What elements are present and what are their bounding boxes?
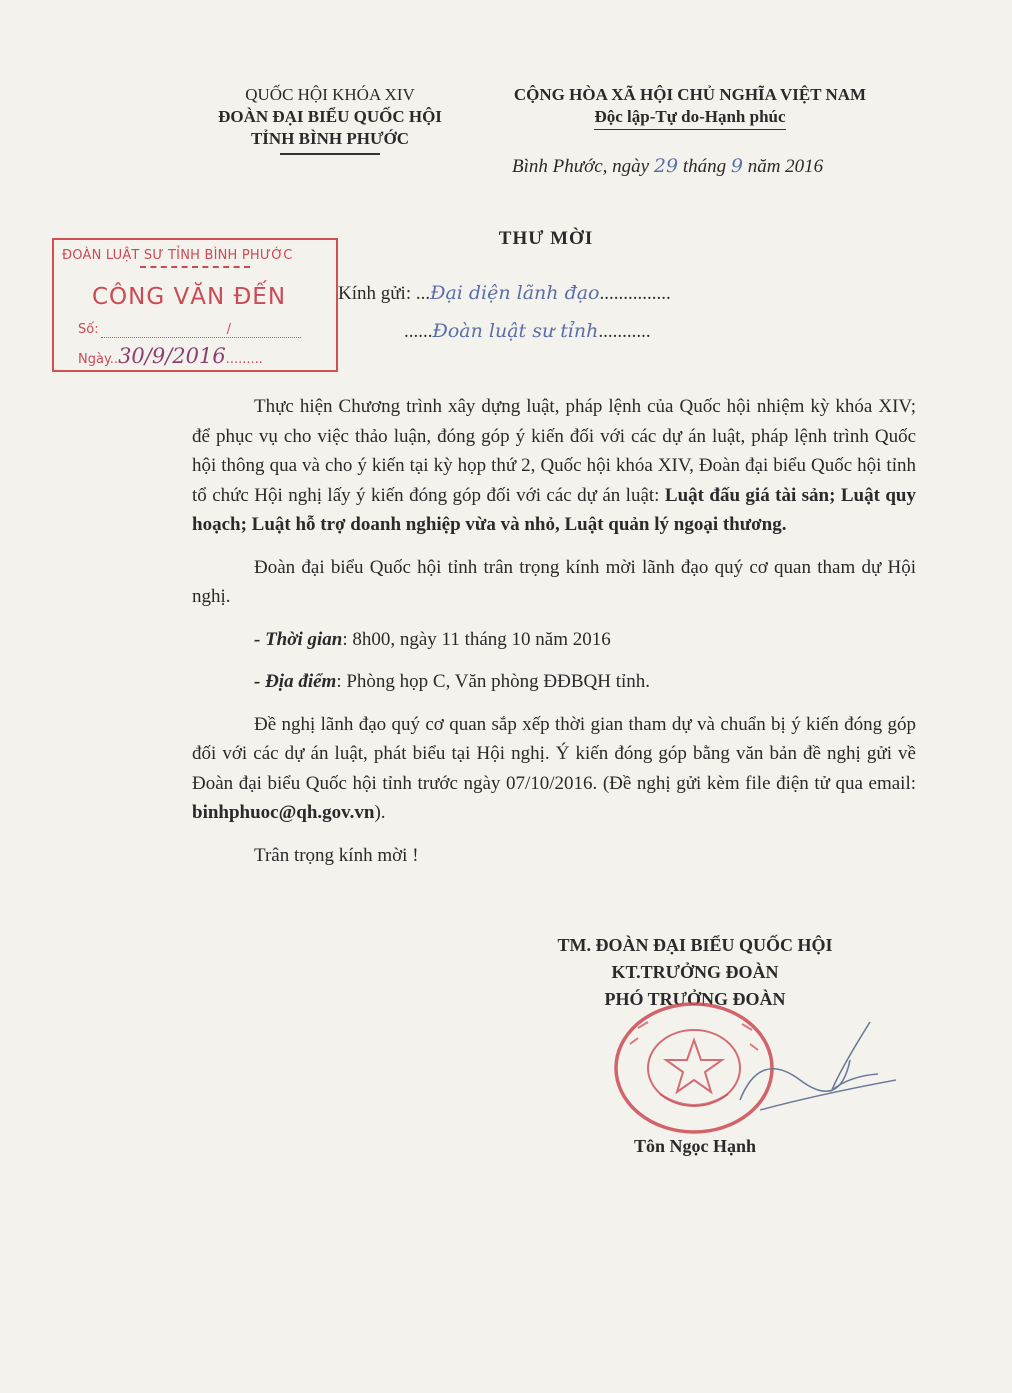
recipient-line-1: Kính gửi: ...Đại diện lãnh đạo...............	[338, 282, 671, 304]
dateline	[512, 155, 823, 178]
stamp-number-row	[78, 322, 301, 338]
recipient-name-2: Đoàn luật sư tỉnh	[432, 320, 599, 342]
time-label: - Thời gian	[254, 628, 343, 650]
issuer-line-2: ĐOÀN ĐẠI BIỂU QUỐC HỘI	[218, 107, 442, 127]
stamp-number-label: Số:	[78, 322, 99, 337]
stamp-org: ĐOÀN LUẬT SƯ TỈNH BÌNH PHƯỚC	[62, 248, 293, 263]
sign-line-1: TM. ĐOÀN ĐẠI BIỂU QUỐC HỘI	[557, 935, 833, 955]
law-list: Luật đấu giá tài sản; Luật quy hoạch; Luật hỗ trợ doanh nghiệp vừa và nhỏ, Luật quản lý ngoại thương.	[192, 484, 916, 535]
recipient-line-2: ......Đoàn luật sư tỉnh...........	[404, 320, 651, 342]
signer-name: Tôn Ngọc Hạnh	[633, 1136, 757, 1156]
issuer-line-3: TỈNH BÌNH PHƯỚC	[250, 129, 410, 149]
letter-body	[192, 392, 916, 883]
dateline-day: 29	[653, 155, 679, 177]
time-value: : 8h00, ngày 11 tháng 10 năm 2016	[342, 628, 611, 650]
paragraph-5	[192, 710, 916, 828]
stamp-date-row: Ngày..30/9/2016.........	[78, 344, 263, 368]
received-stamp	[52, 238, 338, 372]
dateline-month-label: tháng	[682, 156, 727, 177]
paragraph-2: Đoàn đại biểu Quốc hội tỉnh trân trọng kính mời lãnh đạo quý cơ quan tham dự Hội nghị.	[192, 556, 916, 607]
national-motto: Độc lập-Tự do-Hạnh phúc	[594, 106, 785, 130]
stamp-date-label: Ngày	[78, 352, 110, 367]
contact-email: binhphuoc@qh.gov.vn	[192, 802, 375, 823]
issuer-line-1: QUỐC HỘI KHÓA XIV	[245, 85, 415, 104]
issuer-underline	[280, 153, 380, 155]
sign-line-3: PHÓ TRƯỞNG ĐOÀN	[604, 989, 786, 1009]
place-item	[192, 667, 916, 697]
stamp-date-value: 30/9/2016	[118, 344, 226, 368]
recipient-label: Kính gửi:	[338, 283, 412, 304]
handwritten-signature-icon	[700, 1010, 900, 1130]
stamp-number-sep: /	[226, 322, 231, 337]
stamp-divider	[140, 266, 250, 268]
closing: Trân trọng kính mời !	[254, 844, 419, 866]
dateline-year: năm 2016	[747, 156, 824, 177]
paragraph-1	[192, 392, 916, 540]
document-title: THƯ MỜI	[498, 228, 594, 249]
recipient-name-1: Đại diện lãnh đạo	[430, 282, 600, 304]
national-title: CỘNG HÒA XÃ HỘI CHỦ NGHĨA VIỆT NAM	[513, 85, 867, 104]
place-label: - Địa điểm	[254, 671, 337, 692]
dateline-place: Bình Phước, ngày	[512, 156, 650, 177]
dateline-month: 9	[730, 155, 743, 177]
issuer-header	[160, 84, 500, 155]
place-value: : Phòng họp C, Văn phòng ĐĐBQH tỉnh.	[336, 671, 651, 692]
stamp-number-dots	[101, 322, 301, 338]
paragraph-5-text: Đề nghị lãnh đạo quý cơ quan sắp xếp thời gian tham dự và chuẩn bị ý kiến đóng góp đối với các dự án luật, phát biểu tại Hội nghị. Ý kiến đóng góp bằng văn bản đề nghị gửi về Đoàn đại biểu Quốc hội tỉnh trước ngày 07/10/2016. (Đề nghị gửi kèm file điện tử qua email:	[192, 713, 916, 794]
paragraph-1-text: Thực hiện Chương trình xây dựng luật, pháp lệnh của Quốc hội nhiệm kỳ khóa XIV; để phục vụ cho việc thảo luận, đóng góp ý kiến đối với các dự án luật, pháp lệnh trình Quốc hội thông qua và cho ý kiến tại kỳ họp thứ 2, Quốc hội khóa XIV, Đoàn đại biểu Quốc hội tỉnh tổ chức Hội nghị lấy ý kiến đóng góp đối với các dự án luật:	[192, 396, 916, 506]
sign-line-2: KT.TRƯỞNG ĐOÀN	[611, 962, 779, 982]
national-header	[470, 84, 910, 130]
paragraph-5-end: ).	[374, 802, 386, 823]
stamp-heading: CÔNG VĂN ĐẾN	[92, 284, 287, 310]
time-item	[192, 625, 916, 655]
